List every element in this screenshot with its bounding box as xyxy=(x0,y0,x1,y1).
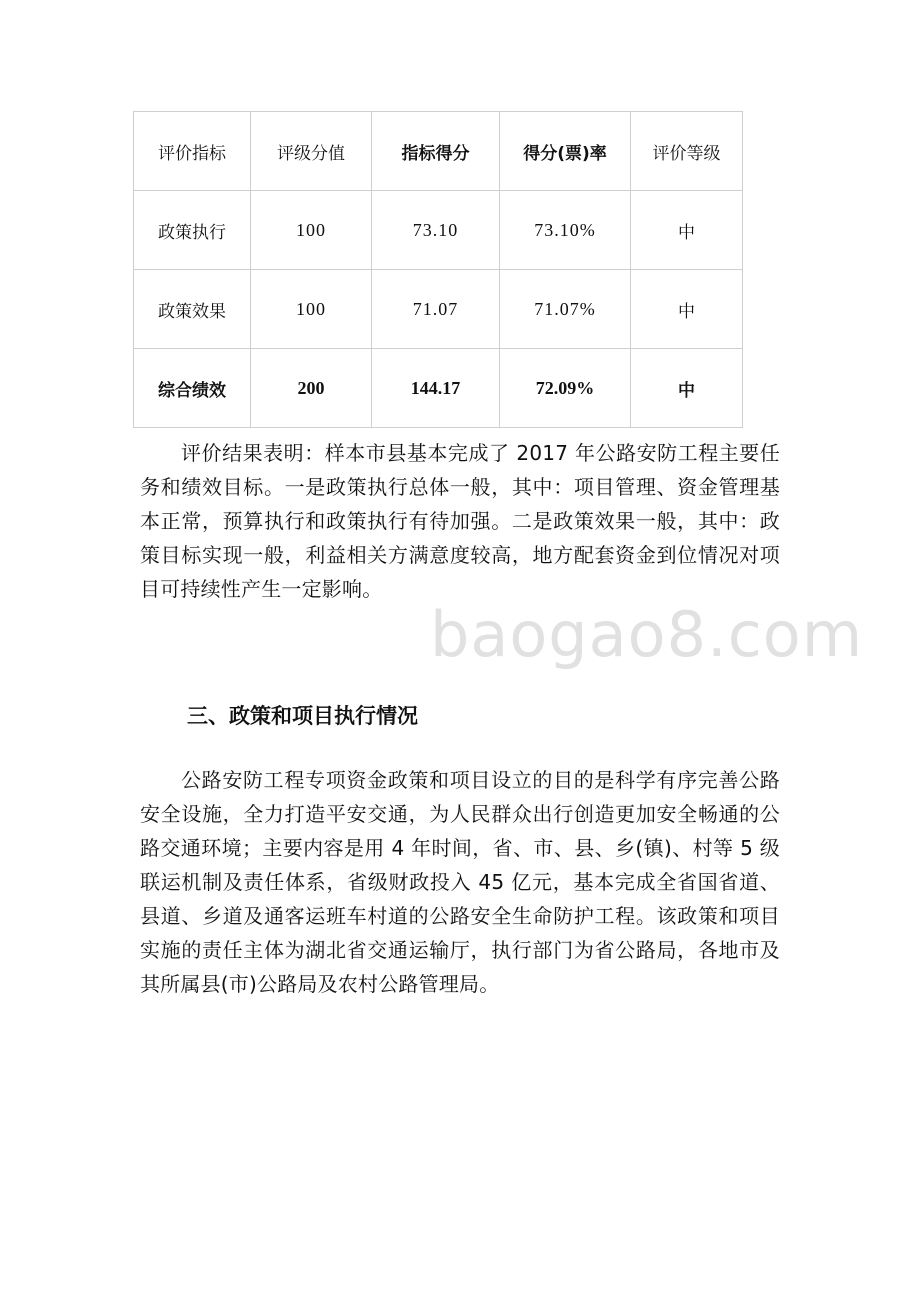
row-rating-score: 100 xyxy=(251,191,372,270)
row-rating-score: 100 xyxy=(251,270,372,349)
row-grade: 中 xyxy=(631,270,743,349)
table-row xyxy=(134,270,743,349)
evaluation-result-paragraph: 评价结果表明：样本市县基本完成了 2017 年公路安防工程主要任务和绩效目标。一是政策执行总体一般，其中：项目管理、资金管理基本正常，预算执行和政策执行有待加强。二是政策效果一般，其中：政策目标实现一般，利益相关方满意度较高，地方配套资金到位情况对项目可持续性产生一定影响。 xyxy=(140,441,780,601)
row-grade: 中 xyxy=(631,191,743,270)
table-row xyxy=(134,191,743,270)
row-label: 综合绩效 xyxy=(134,349,251,428)
table-header-row xyxy=(134,112,743,191)
header-indicator: 评价指标 xyxy=(134,112,251,191)
row-rating-score: 200 xyxy=(251,349,372,428)
row-label: 政策效果 xyxy=(134,270,251,349)
row-score-rate: 72.09% xyxy=(500,349,631,428)
evaluation-table xyxy=(133,111,743,428)
row-indicator-score: 73.10 xyxy=(372,191,500,270)
row-indicator-score: 144.17 xyxy=(372,349,500,428)
row-grade: 中 xyxy=(631,349,743,428)
row-label: 政策执行 xyxy=(134,191,251,270)
watermark: baogao8.com xyxy=(430,598,864,671)
table-total-row xyxy=(134,349,743,428)
header-score-rate: 得分(票)率 xyxy=(500,112,631,191)
row-score-rate: 71.07% xyxy=(500,270,631,349)
header-rating-score: 评级分值 xyxy=(251,112,372,191)
row-indicator-score: 71.07 xyxy=(372,270,500,349)
header-grade: 评价等级 xyxy=(631,112,743,191)
policy-paragraph: 公路安防工程专项资金政策和项目设立的目的是科学有序完善公路安全设施，全力打造平安交通，为人民群众出行创造更加安全畅通的公路交通环境；主要内容是用 4 年时间，省、市、县、乡(镇)、村等 5 级联运机制及责任体系，省级财政投入 45 亿元，基本完成全省国省道、县道、乡道及通客运班车村道的公路安全生命防护工程。该政策和项目实施的责任主体为湖北省交通运输厅，执行部门为省公路局，各地市及其所属县(市)公路局及农村公路管理局。 xyxy=(140,768,780,996)
header-indicator-score: 指标得分 xyxy=(372,112,500,191)
row-score-rate: 73.10% xyxy=(500,191,631,270)
section-heading: 三、政策和项目执行情况 xyxy=(187,704,418,728)
